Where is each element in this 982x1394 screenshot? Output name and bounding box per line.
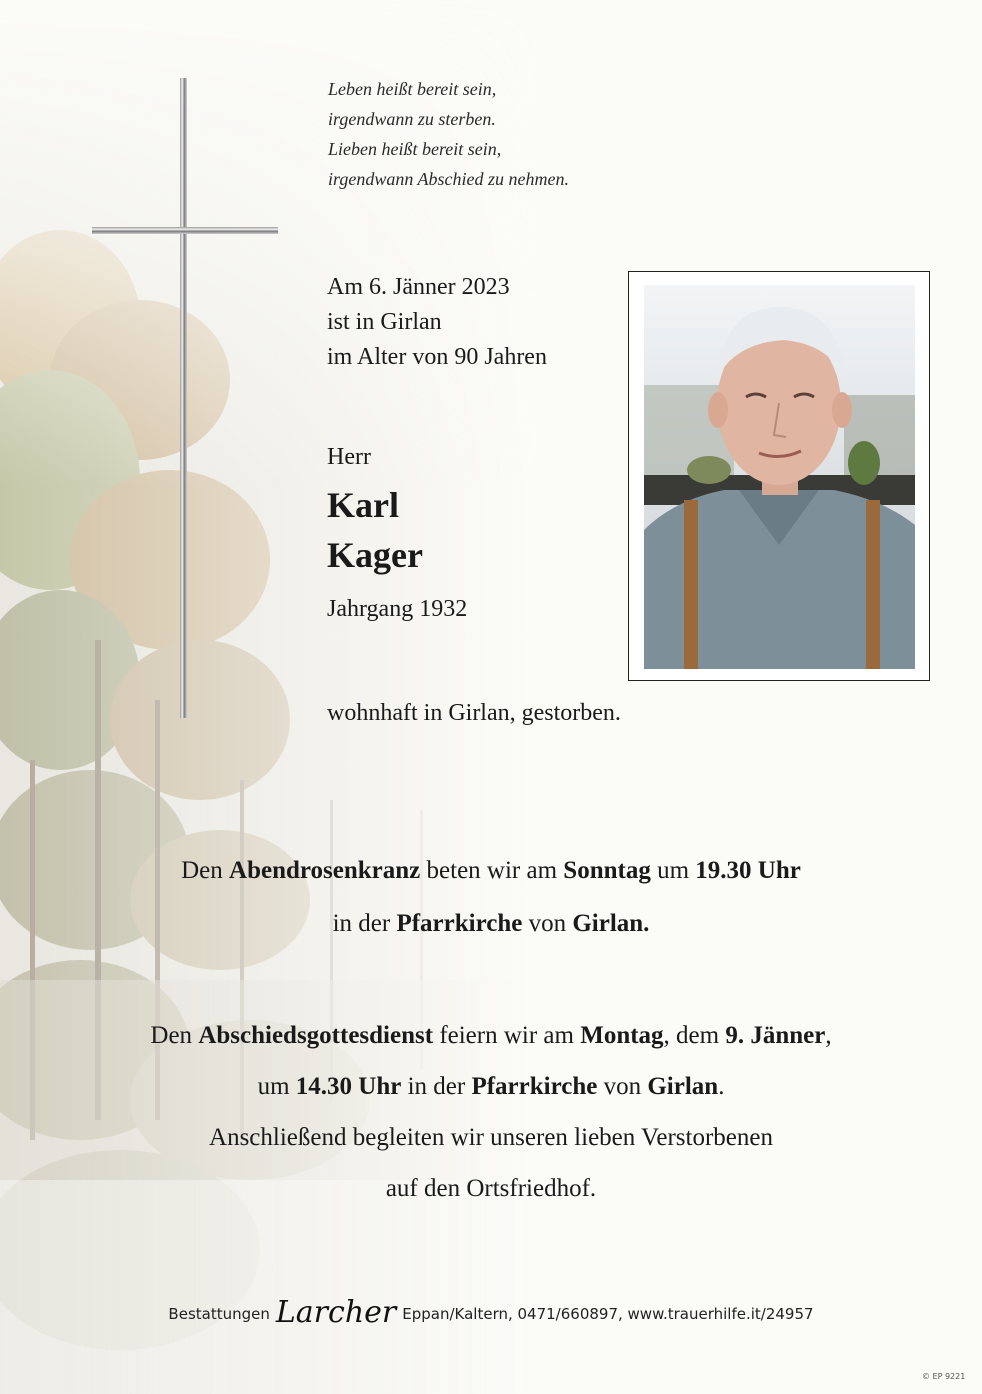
service-label: Abschiedsgottesdienst [198, 1022, 434, 1049]
text: Den [181, 857, 230, 884]
text: beten wir am [420, 857, 564, 884]
deceased-name [327, 480, 423, 580]
service-day: Montag [580, 1022, 664, 1049]
text: um [650, 857, 696, 884]
rosary-line-1 [0, 844, 982, 897]
text: in der [401, 1073, 472, 1100]
poem-line: irgendwann Abschied zu nehmen. [328, 169, 569, 189]
text: . [718, 1073, 725, 1100]
cross-vertical-beam [180, 78, 187, 718]
honorific: Herr [327, 444, 371, 470]
text: , [825, 1022, 832, 1049]
funeral-home-footer [0, 1292, 982, 1330]
service-time: 14.30 Uhr [295, 1073, 402, 1100]
portrait-image [644, 285, 915, 669]
death-date: Am 6. Jänner 2023 [327, 274, 510, 300]
portrait-photo [628, 271, 930, 681]
death-place: ist in Girlan [327, 309, 442, 335]
text: von [597, 1073, 648, 1100]
footer-contact: Eppan/Kaltern, 0471/660897, www.trauerhilfe.it/24957 [402, 1305, 814, 1323]
funeral-service-announcement [0, 1010, 982, 1214]
service-line-1 [0, 1010, 982, 1061]
poem-line: Leben heißt bereit sein, [328, 79, 497, 99]
text: von [522, 910, 573, 937]
text: feiern wir am [433, 1022, 581, 1049]
death-announcement [327, 270, 547, 375]
rosary-announcement [0, 844, 982, 950]
footer-prefix: Bestattungen [168, 1305, 270, 1323]
rosary-day: Sonntag [563, 857, 651, 884]
cross-horizontal-beam [92, 227, 278, 234]
birth-year: Jahrgang 1932 [327, 596, 468, 622]
service-line-4: auf den Ortsfriedhof. [385, 1175, 597, 1202]
age-at-death: im Alter von 90 Jahren [327, 344, 547, 370]
service-date: 9. Jänner [725, 1022, 826, 1049]
text: Den [150, 1022, 199, 1049]
rosary-time: 19.30 Uhr [695, 857, 801, 884]
poem-line: irgendwann zu sterben. [328, 109, 496, 129]
text: in der [332, 910, 397, 937]
print-code: © EP 9221 [922, 1372, 966, 1381]
rosary-church: Pfarrkirche [396, 910, 523, 937]
service-town: Girlan [647, 1073, 719, 1100]
service-church: Pfarrkirche [471, 1073, 598, 1100]
text: , dem [663, 1022, 726, 1049]
residence-text: wohnhaft in Girlan, gestorben. [327, 700, 621, 726]
last-name: Kager [327, 535, 423, 575]
funeral-home-logo: Larcher [275, 1295, 397, 1330]
service-line-3: Anschließend begleiten wir unseren lieben Verstorbenen [209, 1124, 773, 1151]
service-line-2 [0, 1061, 982, 1112]
poem [328, 74, 569, 194]
rosary-town: Girlan. [572, 910, 650, 937]
poem-line: Lieben heißt bereit sein, [328, 139, 502, 159]
first-name: Karl [327, 485, 399, 525]
rosary-label: Abendrosenkranz [229, 857, 421, 884]
text: um [257, 1073, 296, 1100]
rosary-line-2 [0, 897, 982, 950]
